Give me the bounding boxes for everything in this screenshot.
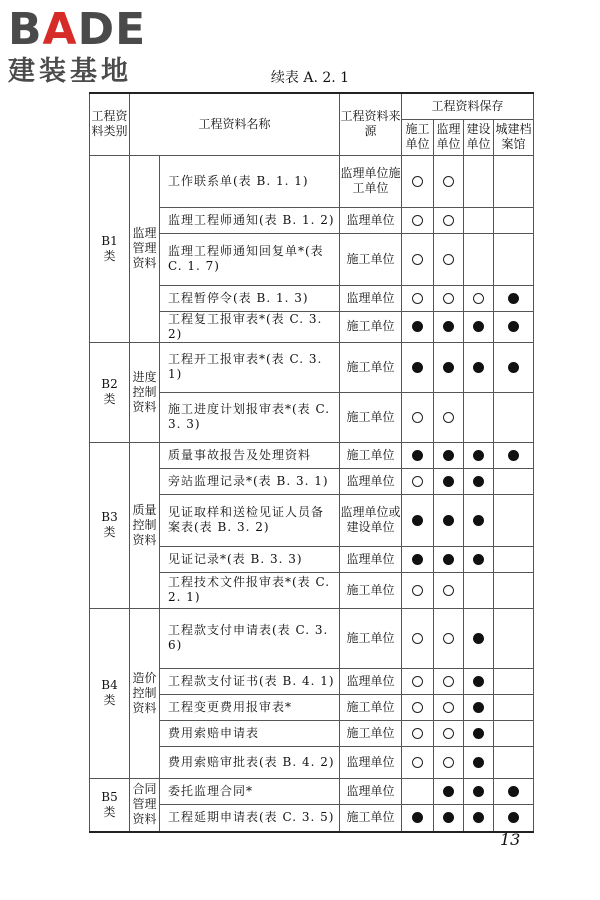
storage-cell xyxy=(402,207,434,233)
record-name: 费用索赔申请表 xyxy=(160,720,340,746)
record-source: 监理单位 xyxy=(340,207,402,233)
record-source: 施工单位 xyxy=(340,342,402,392)
storage-cell xyxy=(434,494,464,546)
record-source: 监理单位 xyxy=(340,546,402,572)
category-code: B5类 xyxy=(90,778,130,832)
open-circle-icon xyxy=(443,215,454,226)
storage-cell xyxy=(464,668,494,694)
storage-cell xyxy=(494,207,534,233)
record-name: 工程延期申请表(表 C. 3. 5) xyxy=(160,804,340,832)
category-type: 造价控制资料 xyxy=(130,608,160,778)
record-name: 工作联系单(表 B. 1. 1) xyxy=(160,155,340,207)
storage-cell xyxy=(402,694,434,720)
record-name: 见证记录*(表 B. 3. 3) xyxy=(160,546,340,572)
category-code: B1类 xyxy=(90,155,130,342)
record-source: 施工单位 xyxy=(340,233,402,285)
storage-cell xyxy=(494,155,534,207)
record-source: 监理单位 xyxy=(340,285,402,311)
open-circle-icon xyxy=(443,254,454,265)
record-source: 施工单位 xyxy=(340,720,402,746)
filled-circle-icon xyxy=(473,633,484,644)
storage-cell xyxy=(434,804,464,832)
record-source: 监理单位 xyxy=(340,746,402,778)
storage-cell xyxy=(494,694,534,720)
filled-circle-icon xyxy=(473,757,484,768)
storage-cell xyxy=(434,746,464,778)
open-circle-icon xyxy=(443,412,454,423)
filled-circle-icon xyxy=(443,786,454,797)
storage-cell xyxy=(434,342,464,392)
storage-cell xyxy=(434,207,464,233)
storage-cell xyxy=(494,285,534,311)
filled-circle-icon xyxy=(473,476,484,487)
storage-cell xyxy=(464,285,494,311)
filled-circle-icon xyxy=(508,812,519,823)
filled-circle-icon xyxy=(473,515,484,526)
header-storage: 工程资料保存 xyxy=(402,93,534,119)
open-circle-icon xyxy=(412,757,423,768)
table-row xyxy=(90,608,534,668)
table-row xyxy=(90,442,534,468)
record-name: 监理工程师通知回复单*(表 C. 1. 7) xyxy=(160,233,340,285)
record-source: 监理单位 xyxy=(340,468,402,494)
filled-circle-icon xyxy=(443,812,454,823)
storage-cell xyxy=(464,572,494,608)
category-code: B2类 xyxy=(90,342,130,442)
record-source: 监理单位 xyxy=(340,668,402,694)
record-source: 施工单位 xyxy=(340,804,402,832)
header-name: 工程资料名称 xyxy=(130,93,340,155)
storage-cell xyxy=(494,494,534,546)
storage-cell xyxy=(434,468,464,494)
record-name: 质量事故报告及处理资料 xyxy=(160,442,340,468)
filled-circle-icon xyxy=(508,786,519,797)
filled-circle-icon xyxy=(443,362,454,373)
filled-circle-icon xyxy=(473,554,484,565)
filled-circle-icon xyxy=(473,702,484,713)
category-type: 合同管理资料 xyxy=(130,778,160,832)
filled-circle-icon xyxy=(443,515,454,526)
storage-cell xyxy=(402,392,434,442)
filled-circle-icon xyxy=(508,362,519,373)
storage-cell xyxy=(402,608,434,668)
table-row xyxy=(90,155,534,207)
header-row xyxy=(90,93,534,119)
page-number: 13 xyxy=(500,830,521,849)
storage-cell xyxy=(494,746,534,778)
storage-cell xyxy=(464,468,494,494)
record-name: 工程技术文件报审表*(表 C. 2. 1) xyxy=(160,572,340,608)
storage-cell xyxy=(464,392,494,442)
storage-cell xyxy=(402,572,434,608)
storage-cell xyxy=(464,155,494,207)
open-circle-icon xyxy=(412,585,423,596)
record-name: 工程变更费用报审表* xyxy=(160,694,340,720)
record-name: 工程暂停令(表 B. 1. 3) xyxy=(160,285,340,311)
record-name: 监理工程师通知(表 B. 1. 2) xyxy=(160,207,340,233)
storage-cell xyxy=(494,608,534,668)
open-circle-icon xyxy=(443,676,454,687)
storage-cell xyxy=(434,546,464,572)
storage-cell xyxy=(434,608,464,668)
storage-cell xyxy=(402,285,434,311)
records-table xyxy=(89,92,534,833)
open-circle-icon xyxy=(412,254,423,265)
storage-cell xyxy=(402,804,434,832)
header-category: 工程资料类别 xyxy=(90,93,130,155)
storage-cell xyxy=(464,778,494,804)
storage-cell xyxy=(494,233,534,285)
storage-cell xyxy=(402,342,434,392)
header-storage-col: 监理单位 xyxy=(434,119,464,155)
open-circle-icon xyxy=(412,412,423,423)
storage-cell xyxy=(434,694,464,720)
storage-cell xyxy=(402,442,434,468)
filled-circle-icon xyxy=(443,554,454,565)
storage-cell xyxy=(434,311,464,342)
storage-cell xyxy=(464,207,494,233)
storage-cell xyxy=(494,342,534,392)
filled-circle-icon xyxy=(508,293,519,304)
storage-cell xyxy=(464,694,494,720)
storage-cell xyxy=(434,668,464,694)
category-type: 监理管理资料 xyxy=(130,155,160,342)
storage-cell xyxy=(494,572,534,608)
storage-cell xyxy=(494,778,534,804)
storage-cell xyxy=(402,233,434,285)
open-circle-icon xyxy=(443,757,454,768)
open-circle-icon xyxy=(412,176,423,187)
storage-cell xyxy=(464,233,494,285)
storage-cell xyxy=(434,720,464,746)
storage-cell xyxy=(434,572,464,608)
storage-cell xyxy=(434,285,464,311)
storage-cell xyxy=(494,668,534,694)
table-row xyxy=(90,778,534,804)
filled-circle-icon xyxy=(412,321,423,332)
storage-cell xyxy=(402,468,434,494)
filled-circle-icon xyxy=(473,812,484,823)
open-circle-icon xyxy=(443,728,454,739)
storage-cell xyxy=(464,442,494,468)
record-source: 施工单位 xyxy=(340,311,402,342)
record-source: 监理单位 xyxy=(340,778,402,804)
record-source: 施工单位 xyxy=(340,572,402,608)
storage-cell xyxy=(434,778,464,804)
open-circle-icon xyxy=(473,293,484,304)
open-circle-icon xyxy=(443,702,454,713)
storage-cell xyxy=(464,311,494,342)
record-source: 监理单位施工单位 xyxy=(340,155,402,207)
storage-cell xyxy=(494,442,534,468)
storage-cell xyxy=(402,155,434,207)
storage-cell xyxy=(402,746,434,778)
category-code: B3类 xyxy=(90,442,130,608)
category-code: B4类 xyxy=(90,608,130,778)
storage-cell xyxy=(402,311,434,342)
record-source: 施工单位 xyxy=(340,694,402,720)
record-name: 委托监理合同* xyxy=(160,778,340,804)
filled-circle-icon xyxy=(473,450,484,461)
header-storage-col: 城建档案馆 xyxy=(494,119,534,155)
filled-circle-icon xyxy=(412,515,423,526)
open-circle-icon xyxy=(412,633,423,644)
storage-cell xyxy=(494,392,534,442)
open-circle-icon xyxy=(412,728,423,739)
open-circle-icon xyxy=(443,293,454,304)
storage-cell xyxy=(494,720,534,746)
storage-cell xyxy=(494,311,534,342)
storage-cell xyxy=(434,233,464,285)
table-caption: 续表 A. 2. 1 xyxy=(270,70,350,86)
record-source: 施工单位 xyxy=(340,608,402,668)
storage-cell xyxy=(464,494,494,546)
storage-cell xyxy=(402,494,434,546)
record-name: 费用索赔审批表(表 B. 4. 2) xyxy=(160,746,340,778)
open-circle-icon xyxy=(443,585,454,596)
record-name: 见证取样和送检见证人员备案表(表 B. 3. 2) xyxy=(160,494,340,546)
filled-circle-icon xyxy=(473,321,484,332)
header-source: 工程资料来源 xyxy=(340,93,402,155)
filled-circle-icon xyxy=(508,450,519,461)
storage-cell xyxy=(402,778,434,804)
filled-circle-icon xyxy=(473,728,484,739)
storage-cell xyxy=(464,342,494,392)
open-circle-icon xyxy=(443,633,454,644)
open-circle-icon xyxy=(412,293,423,304)
record-name: 工程复工报审表*(表 C. 3. 2) xyxy=(160,311,340,342)
filled-circle-icon xyxy=(443,476,454,487)
filled-circle-icon xyxy=(443,321,454,332)
storage-cell xyxy=(464,804,494,832)
record-source: 监理单位或建设单位 xyxy=(340,494,402,546)
filled-circle-icon xyxy=(508,321,519,332)
header-storage-col: 建设单位 xyxy=(464,119,494,155)
table-row xyxy=(90,342,534,392)
category-type: 质量控制资料 xyxy=(130,442,160,608)
filled-circle-icon xyxy=(412,362,423,373)
filled-circle-icon xyxy=(473,362,484,373)
logo-brand: BADE xyxy=(8,4,147,55)
record-source: 施工单位 xyxy=(340,442,402,468)
storage-cell xyxy=(434,155,464,207)
filled-circle-icon xyxy=(473,676,484,687)
open-circle-icon xyxy=(412,702,423,713)
record-name: 施工进度计划报审表*(表 C. 3. 3) xyxy=(160,392,340,442)
filled-circle-icon xyxy=(412,812,423,823)
filled-circle-icon xyxy=(443,450,454,461)
filled-circle-icon xyxy=(473,786,484,797)
storage-cell xyxy=(494,804,534,832)
storage-cell xyxy=(434,392,464,442)
category-type: 进度控制资料 xyxy=(130,342,160,442)
storage-cell xyxy=(402,668,434,694)
logo-subtitle: 建装基地 xyxy=(8,56,132,87)
filled-circle-icon xyxy=(412,554,423,565)
table-body xyxy=(90,93,534,832)
storage-cell xyxy=(434,442,464,468)
open-circle-icon xyxy=(412,215,423,226)
open-circle-icon xyxy=(443,176,454,187)
storage-cell xyxy=(464,546,494,572)
storage-cell xyxy=(464,608,494,668)
filled-circle-icon xyxy=(412,450,423,461)
record-name: 工程款支付证书(表 B. 4. 1) xyxy=(160,668,340,694)
storage-cell xyxy=(494,546,534,572)
record-name: 工程开工报审表*(表 C. 3. 1) xyxy=(160,342,340,392)
storage-cell xyxy=(402,546,434,572)
storage-cell xyxy=(464,720,494,746)
record-name: 工程款支付申请表(表 C. 3. 6) xyxy=(160,608,340,668)
storage-cell xyxy=(402,720,434,746)
open-circle-icon xyxy=(412,476,423,487)
record-source: 施工单位 xyxy=(340,392,402,442)
storage-cell xyxy=(494,468,534,494)
record-name: 旁站监理记录*(表 B. 3. 1) xyxy=(160,468,340,494)
open-circle-icon xyxy=(412,676,423,687)
storage-cell xyxy=(464,746,494,778)
header-storage-col: 施工单位 xyxy=(402,119,434,155)
